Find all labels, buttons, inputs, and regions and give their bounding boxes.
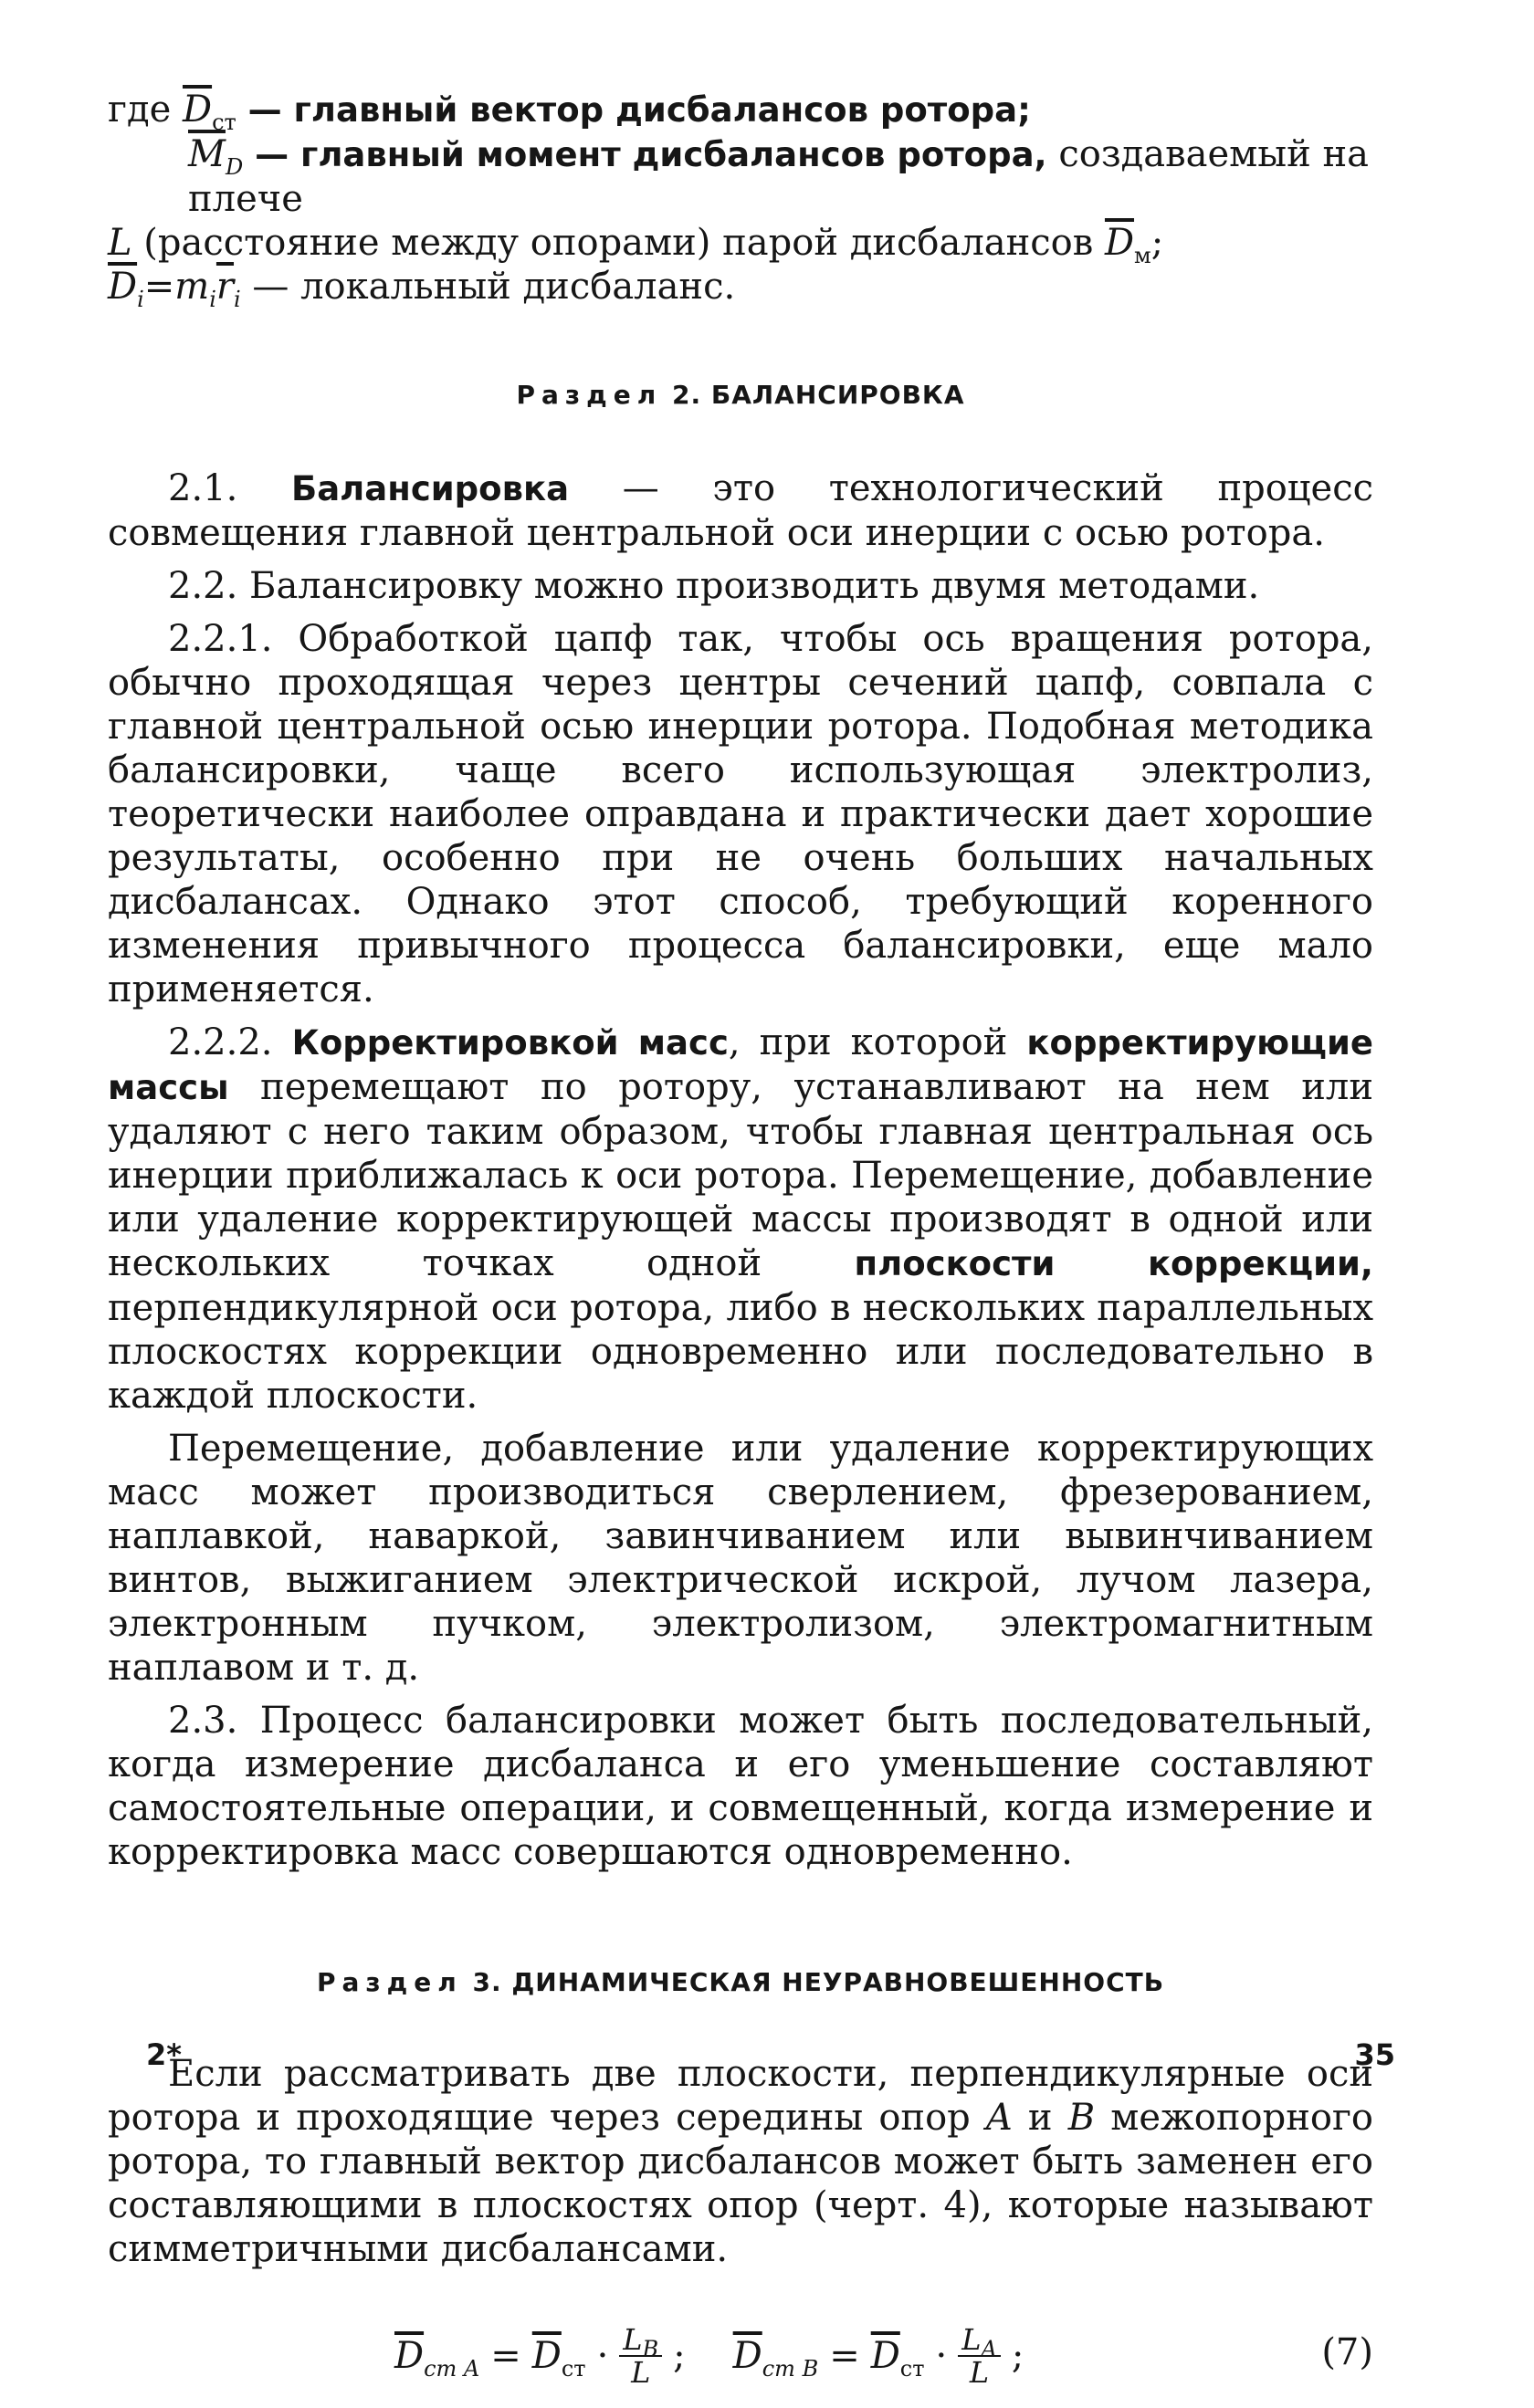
symbol-m: $\overline{M}$ — [188, 133, 226, 175]
symbol-sub: ст A — [424, 2356, 480, 2382]
equals-sign: = — [490, 2335, 521, 2377]
paragraph-text: , при которой — [728, 1021, 1027, 1063]
paragraph-2-1 — [108, 466, 1373, 555]
symbol-sub: D — [225, 154, 244, 180]
fraction-numerator — [958, 2322, 1001, 2362]
paragraph-section-3 — [108, 2052, 1373, 2271]
def-bold: — главный момент дисбалансов ротора, — [243, 135, 1047, 174]
paragraph-2-2-1: 2.2.1. Обработкой цапф так, чтобы ось вращения ротора, обычно проходящая через центры сечений цапф, совпала с главной центральной осью инерции ротора. Подобная методика балансировки, чаще всего использующая электролиз, теоретически наиболее оправдана и практически дает хорошие результаты, особенно при не очень больших начальных дисбалансах. Однако этот способ, требующий коренного изменения привычного процесса балансировки, еще мало применяется. — [108, 618, 1373, 1010]
paragraph-text: и — [1012, 2097, 1068, 2139]
paragraph-text: перемещают по ротору, устанавливают на нем или удаляют с него таким образом, чтобы главная центральная ось инерции приближалась к оси ротора. Перемещение, добавление или удаление корректирующей массы производят в одной или нескольких точках одной — [108, 1066, 1373, 1284]
fraction-numerator — [619, 2322, 662, 2362]
symbol-sub: ст B — [762, 2356, 819, 2382]
heading-prefix: Раздел — [316, 1967, 463, 1997]
section-3-heading — [108, 1967, 1373, 1997]
term-bold: корректирующие массы — [108, 1023, 1373, 1107]
symbol-d: $\overline{D}$ — [870, 2335, 900, 2377]
paragraph-number: 2.1. — [168, 467, 292, 509]
symbol-d: $\overline{D}$ — [182, 89, 213, 131]
paragraph-2-2-2 — [108, 1021, 1373, 1418]
separator: ; — [1011, 2335, 1024, 2377]
page-number: 35 — [1354, 2037, 1395, 2072]
paragraph-text: — это технологический процесс совмещения главной центральной оси инерции с осью ротора. — [108, 467, 1373, 554]
symbol-d: $\overline{D}$ — [732, 2335, 762, 2377]
support-a: A — [985, 2097, 1013, 2139]
symbol-sub: A — [981, 2336, 997, 2362]
formula-body — [394, 2324, 1024, 2388]
symbol-d: $\overline{D}$ — [1104, 222, 1135, 264]
section-2-heading — [108, 380, 1373, 410]
term-bold: плоскости коррекции, — [854, 1244, 1373, 1283]
fraction-lb-l — [619, 2324, 662, 2388]
paragraph-number: 2.2.2. — [168, 1021, 292, 1063]
symbol-sub: B — [642, 2336, 659, 2362]
symbol-sub: м — [1134, 243, 1151, 268]
paragraph-text: перпендикулярной оси ротора, либо в нескольких параллельных плоскостях коррекции одновременно или последовательно в каждой плоскости. — [108, 1287, 1373, 1417]
heading-title: 2. БАЛАНСИРОВКА — [662, 380, 965, 410]
dot-operator: · — [935, 2335, 948, 2377]
def-text: (расстояние между опорами) парой дисбалансов — [131, 222, 1105, 264]
formula-7 — [108, 2308, 1373, 2408]
fraction-denominator: L — [631, 2355, 651, 2390]
definitions-block — [108, 88, 1373, 312]
equation-number: (7) — [1321, 2331, 1373, 2373]
symbol-sub: ст — [212, 110, 236, 135]
heading-prefix: Раздел — [516, 380, 663, 410]
paragraph-text: межопорного ротора, то главный вектор дисбалансов может быть заменен его составляющими в плоскостях опор (черт. 4), которые называют симметричными дисбалансами. — [108, 2097, 1374, 2270]
def-text: ; — [1150, 222, 1164, 264]
paragraph-2-3: 2.3. Процесс балансировки может быть последовательный, когда измерение дисбаланса и его уменьшение составляют самостоятельные операции, и совмещенный, когда измерение и корректировка масс совершаются одновременно. — [108, 1700, 1373, 1873]
definition-local — [108, 265, 1373, 312]
def-text: =m — [143, 266, 210, 308]
dot-operator: · — [596, 2335, 609, 2377]
symbol-d: $\overline{D}$ — [531, 2335, 562, 2377]
def-text: создаваемый на плече — [188, 133, 1369, 220]
symbol-l: L — [108, 222, 132, 264]
symbol-l: L — [623, 2322, 643, 2357]
paragraph-methods: Перемещение, добавление или удаление корректирующих масс может производиться сверлением, фрезерованием, наплавкой, наваркой, завинчиванием или вывинчиванием винтов, выжиганием электрической искрой, лучом лазера, электронным пучком, электролизом, электромагнитным наплавом и т. д. — [108, 1428, 1373, 1689]
def-text: — локальный дисбаланс. — [240, 266, 736, 308]
fraction-la-l — [958, 2324, 1001, 2388]
def-prefix: где — [108, 89, 183, 131]
symbol-d: $\overline{D}$ — [108, 266, 138, 308]
fraction-denominator: L — [969, 2355, 990, 2390]
symbol-sub: i — [209, 287, 216, 312]
support-b: B — [1067, 2097, 1096, 2139]
term-bold: Балансировка — [291, 469, 570, 508]
symbol-l: L — [961, 2322, 982, 2357]
separator: ; — [673, 2335, 686, 2377]
page-footer — [146, 2037, 1395, 2072]
symbol-sub: ст — [561, 2356, 586, 2382]
symbol-sub: i — [234, 287, 241, 312]
def-text: — главный вектор дисбалансов ротора; — [236, 90, 1031, 130]
signature-mark: 2* — [146, 2037, 182, 2072]
definition-main-vector — [108, 88, 1373, 135]
term-bold: Корректировкой масс — [291, 1023, 729, 1063]
symbol-d: $\overline{D}$ — [394, 2335, 425, 2377]
paragraph-text: Если рассматривать две плоскости, перпендикулярные оси ротора и проходящие через середины опор — [108, 2053, 1373, 2139]
heading-title: 3. ДИНАМИЧЕСКАЯ НЕУРАВНОВЕШЕННОСТЬ — [462, 1967, 1165, 1997]
symbol-sub: i — [137, 287, 144, 312]
equals-sign: = — [829, 2335, 860, 2377]
paragraph-2-2: 2.2. Балансировку можно производить двумя методами. — [168, 565, 1260, 607]
symbol-r: $\overline{r}$ — [215, 266, 235, 308]
symbol-sub: ст — [899, 2356, 925, 2382]
